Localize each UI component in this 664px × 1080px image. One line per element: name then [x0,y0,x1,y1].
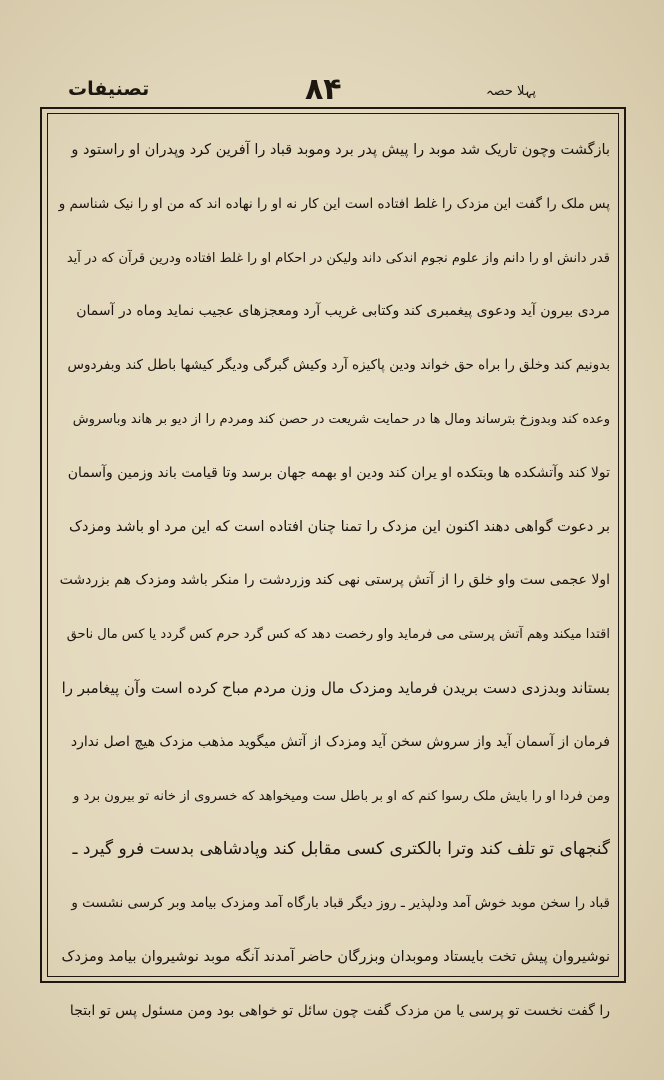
text-line: نوشیروان پیش تخت بایستاد وموبدان وبزرگان حاضر آمدند آنگه موبد نوشیروان بیامد ومزدک [61,948,610,965]
text-line: پس ملک را گفت این مزدک را غلط افتاده است این کار نه او را نهاده اند که من او را نیک شناسم و [58,195,610,212]
text-line: فرمان از آسمان آید واز سروش سخن آید ومزدک از آتش میگوید مذهب مزدک هیچ اصل ندارد [70,733,610,750]
text-line: بستاند وبدزدی دست بریدن فرماید ومزدک مال وزن مردم مباح کرده است وآن پیغامبر را [61,678,610,697]
page-number: ۸۴ [305,72,342,107]
page-header [40,72,630,112]
book-title: تصنیفات [68,78,150,100]
text-line: اقتدا میکند وهم آتش پرستی می فرماید واو رخصت دهد که کس گرد حرم کس گردد یا کس مال ناحق [66,627,610,643]
text-line: بازگشت وچون تاریک شد موبد را پیش پدر برد وموبد قباد را آفرین کرد وپدران او راستود و [71,142,610,158]
text-line: تولا کند وآتشکده ها وبتکده او یران کند ودین او بهمه جهان برسد وتا قیامت باند وزمین وآسمان [67,464,610,481]
text-line: ومن فردا او را بایش ملک رسوا کنم که او بر باطل ست ومیخواهد که خسروی از خانه تو بیرون برد و [73,788,610,804]
text-line: مردی بیرون آید ودعوی پیغمبری کند وکتابی غریب آرد ومعجزهای عجیب نماید وماه در آسمان [76,303,610,320]
text-line: اولا عجمی ست واو خلق را از آتش پرستی نهی کند وزردشت را منکر باشد ومزدک هم بزردشت [59,572,610,589]
text-line: بر دعوت گواهی دهند اکنون این مزدک را تمنا چنان افتاده است که این مرد او باشد ومزدک [69,518,610,535]
text-line: قباد را سخن موبد خوش آمد ودلپذیر ـ روز دیگر قباد بارگاه آمد ومزدک بیامد وبر کرسی نشست و [71,895,610,912]
text-line: بدونیم کند وخلق را براه حق خواند ودین پاکیزه آرد وکیش گبرگی ودیگر کیشها باطل کند وبفردوس [67,357,610,374]
text-line: وعده کند وبدوزخ بترساند ومال ها در حمایت شریعت در حصن کند ومردم را از دیو بر هاند وباسروش [72,411,610,427]
text-line: را گفت نخست تو پرسی یا من مزدک گفت چون سائل تو خواهی بود ومن مسئول پس تو ابتجا [69,1002,610,1019]
section-label: پہلا حصہ [486,84,537,99]
urdu-persian-text-block [58,124,610,1039]
text-line: گنجهای تو تلف کند وترا بالکتری کسی مقابل کند وپادشاهی بدست فرو گیرد ـ [72,839,610,860]
text-line: قدر دانش او را دانم واز علوم نجوم اندکی داند ولیکن در احکام او را غلط افتاده ودرین قرآن که در آید [66,250,610,266]
